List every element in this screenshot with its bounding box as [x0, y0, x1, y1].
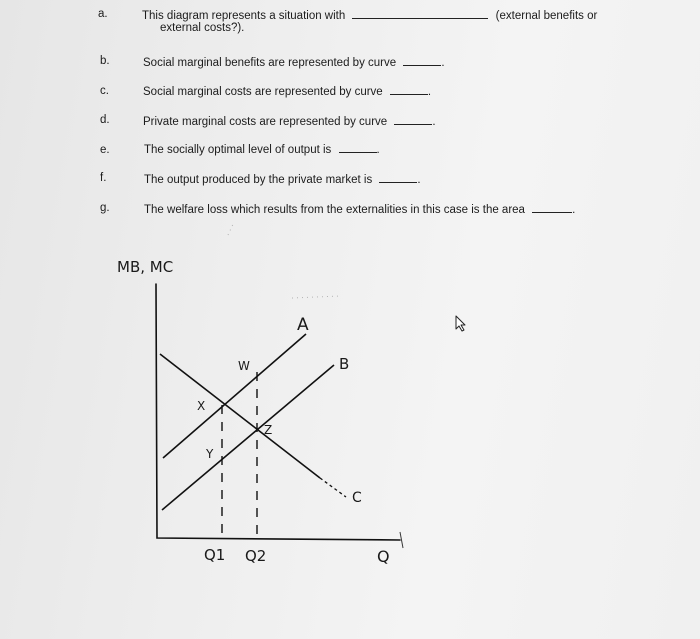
- point-label-x: X: [197, 399, 206, 413]
- question-c-letter: c.: [100, 85, 109, 97]
- curve-label-a: A: [297, 315, 309, 335]
- question-b-text: Social marginal benefits are represented by curve: [143, 57, 397, 69]
- question-d-text-after: .: [432, 116, 436, 128]
- q2-label: Q2: [245, 547, 267, 565]
- point-label-z: Z: [264, 423, 273, 437]
- question-d-text: Private marginal costs are represented by curve: [143, 116, 388, 128]
- question-g-text-after: .: [572, 204, 576, 216]
- question-f-text-after: .: [417, 174, 421, 186]
- question-e-text-after: .: [376, 144, 380, 156]
- question-a-text-after: (external benefits or: [495, 10, 598, 22]
- point-label-w: W: [238, 359, 250, 373]
- mouse-cursor-icon: [456, 316, 465, 331]
- curve-label-c: C: [352, 490, 362, 506]
- question-a-line2: external costs?).: [160, 22, 245, 34]
- question-c-text: Social marginal costs are represented by curve: [143, 86, 383, 98]
- question-f-text: The output produced by the private market is: [144, 174, 373, 186]
- question-d-letter: d.: [100, 114, 110, 126]
- curve-c-dashed-end: [320, 478, 346, 497]
- curve-label-b: B: [339, 355, 350, 373]
- question-b-letter: b.: [100, 55, 110, 67]
- question-c-text-after: .: [427, 86, 432, 98]
- point-label-y: Y: [206, 447, 214, 461]
- question-g-letter: g.: [100, 202, 110, 214]
- question-f-letter: f.: [100, 172, 107, 184]
- question-b-text-after: .: [441, 57, 445, 69]
- question-a-letter: a.: [98, 8, 108, 20]
- x-axis-label: Q: [377, 547, 390, 566]
- y-axis-label: MB, MC: [117, 258, 174, 276]
- curve-a: [163, 334, 306, 458]
- question-g-text: The welfare loss which results from the externalities in this case is the area: [144, 204, 525, 216]
- question-e-letter: e.: [100, 144, 110, 156]
- question-a-text: This diagram represents a situation with: [142, 10, 346, 22]
- question-e-text: The socially optimal level of output is: [144, 144, 332, 156]
- q1-label: Q1: [204, 546, 226, 564]
- paper-smudges: [228, 222, 340, 298]
